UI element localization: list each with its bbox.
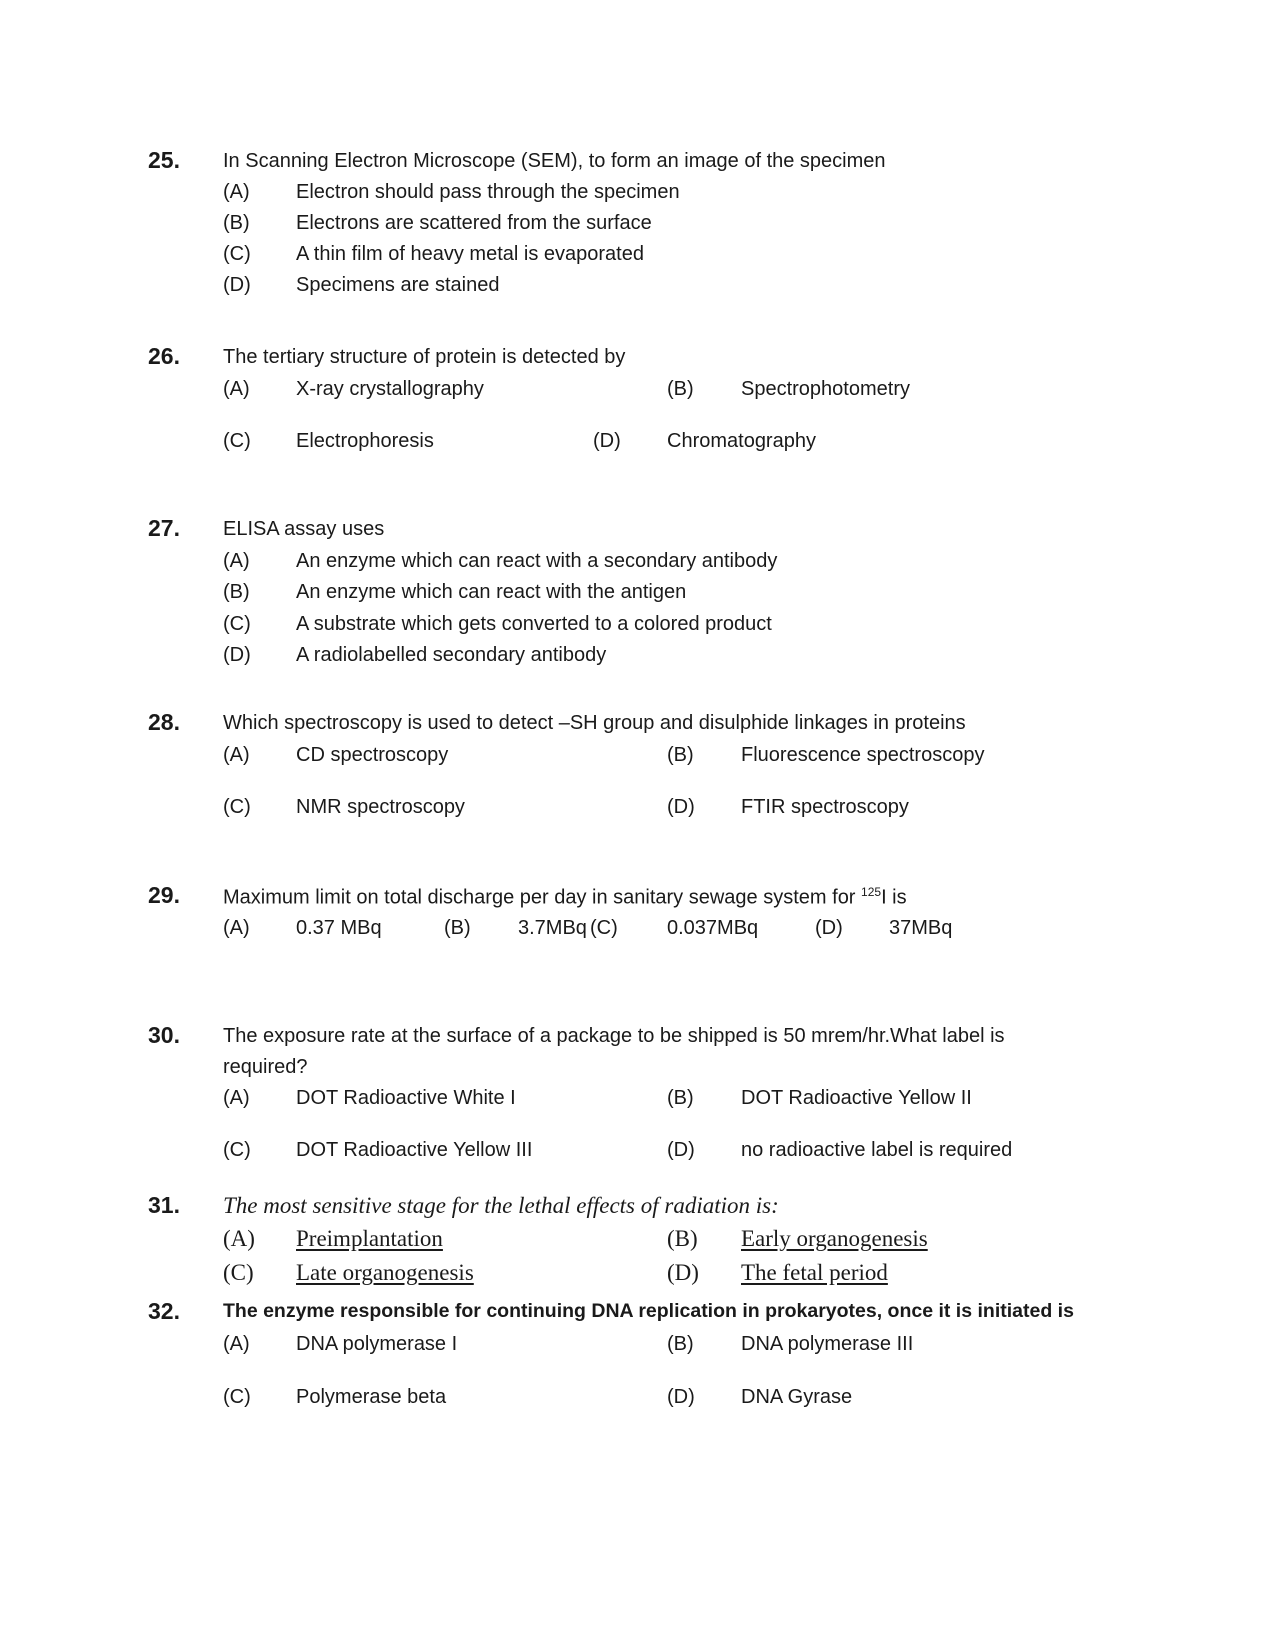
option-label: (C) [590, 917, 618, 939]
option-text: A thin film of heavy metal is evaporated [296, 243, 644, 265]
option-label: (D) [593, 430, 621, 452]
option-text: Electrophoresis [296, 430, 434, 452]
option-label: (C) [223, 243, 251, 265]
option-label: (A) [223, 917, 250, 939]
option-text: 3.7MBq [518, 917, 587, 939]
option-text: NMR spectroscopy [296, 796, 465, 818]
option-label: (D) [223, 274, 251, 296]
option-text: Late organogenesis [296, 1260, 474, 1285]
option-label: (B) [667, 1333, 694, 1355]
option-label: (B) [223, 581, 250, 603]
question-stem: The tertiary structure of protein is detected by [223, 346, 626, 368]
option-text: no radioactive label is required [741, 1139, 1013, 1161]
option-text: The fetal period [741, 1260, 888, 1285]
option-text: DNA polymerase I [296, 1333, 458, 1355]
question-stem: The enzyme responsible for continuing DNA replication in prokaryotes, once it is initiated is [223, 1300, 1074, 1322]
option-label: (B) [444, 917, 471, 939]
option-text: 37MBq [889, 917, 953, 939]
option-label: (B) [667, 1226, 698, 1251]
option-label: (C) [223, 1386, 251, 1408]
option-label: (D) [667, 1386, 695, 1408]
option-label: (D) [667, 1260, 699, 1285]
option-label: (B) [223, 212, 250, 234]
option-label: (A) [223, 1226, 255, 1251]
option-label: (D) [667, 1139, 695, 1161]
option-label: (B) [667, 744, 694, 766]
option-text: X-ray crystallography [296, 378, 484, 400]
option-text: FTIR spectroscopy [741, 796, 909, 818]
question-stem-line-2: required? [223, 1056, 308, 1078]
option-text: 0.37 MBq [296, 917, 382, 939]
option-label: (A) [223, 378, 250, 400]
option-label: (C) [223, 796, 251, 818]
option-text: Chromatography [667, 430, 816, 452]
question-number: 30. [148, 1022, 180, 1048]
question-number: 29. [148, 882, 180, 908]
option-text: Electron should pass through the specimen [296, 181, 680, 203]
option-text: Fluorescence spectroscopy [741, 744, 985, 766]
option-text: A substrate which gets converted to a colored product [296, 613, 772, 635]
option-label: (B) [667, 1087, 694, 1109]
question-stem-line-1: The exposure rate at the surface of a package to be shipped is 50 mrem/hr.What label is [223, 1025, 1005, 1047]
question-number: 26. [148, 343, 180, 369]
option-text: An enzyme which can react with the antigen [296, 581, 687, 603]
question-stem: The most sensitive stage for the lethal effects of radiation is: [223, 1193, 779, 1218]
option-label: (A) [223, 181, 250, 203]
question-stem: In Scanning Electron Microscope (SEM), to form an image of the specimen [223, 150, 886, 172]
question-stem: ELISA assay uses [223, 518, 385, 540]
option-text: Specimens are stained [296, 274, 500, 296]
option-label: (C) [223, 1260, 254, 1285]
option-text: Polymerase beta [296, 1386, 447, 1408]
question-number: 32. [148, 1298, 180, 1324]
option-text: 0.037MBq [667, 917, 759, 939]
option-text: DOT Radioactive Yellow II [741, 1087, 972, 1109]
option-label: (C) [223, 430, 251, 452]
option-text: Electrons are scattered from the surface [296, 212, 652, 234]
option-label: (A) [223, 1087, 250, 1109]
option-label: (B) [667, 378, 694, 400]
option-text: Preimplantation [296, 1226, 443, 1251]
option-label: (D) [223, 644, 251, 666]
option-text: DOT Radioactive White I [296, 1087, 516, 1109]
question-number: 31. [148, 1192, 180, 1218]
option-label: (C) [223, 613, 251, 635]
option-text: CD spectroscopy [296, 744, 449, 766]
option-text: DNA polymerase III [741, 1333, 914, 1355]
option-label: (C) [223, 1139, 251, 1161]
option-label: (A) [223, 1333, 250, 1355]
option-label: (A) [223, 550, 250, 572]
option-label: (A) [223, 744, 250, 766]
question-number: 27. [148, 515, 180, 541]
option-text: An enzyme which can react with a secondary antibody [296, 550, 778, 572]
option-label: (D) [815, 917, 843, 939]
question-number: 25. [148, 147, 180, 173]
option-label: (D) [667, 796, 695, 818]
option-text: A radiolabelled secondary antibody [296, 644, 607, 666]
option-text: Spectrophotometry [741, 378, 910, 400]
option-text: DOT Radioactive Yellow III [296, 1139, 533, 1161]
question-stem: Which spectroscopy is used to detect –SH group and disulphide linkages in proteins [223, 712, 966, 734]
option-text: Early organogenesis [741, 1226, 928, 1251]
isotope-mass-number: 125 [861, 885, 882, 899]
question-number: 28. [148, 709, 180, 735]
option-text: DNA Gyrase [741, 1386, 853, 1408]
question-stem: Maximum limit on total discharge per day in sanitary sewage system for $^{125}$I is [223, 885, 907, 909]
